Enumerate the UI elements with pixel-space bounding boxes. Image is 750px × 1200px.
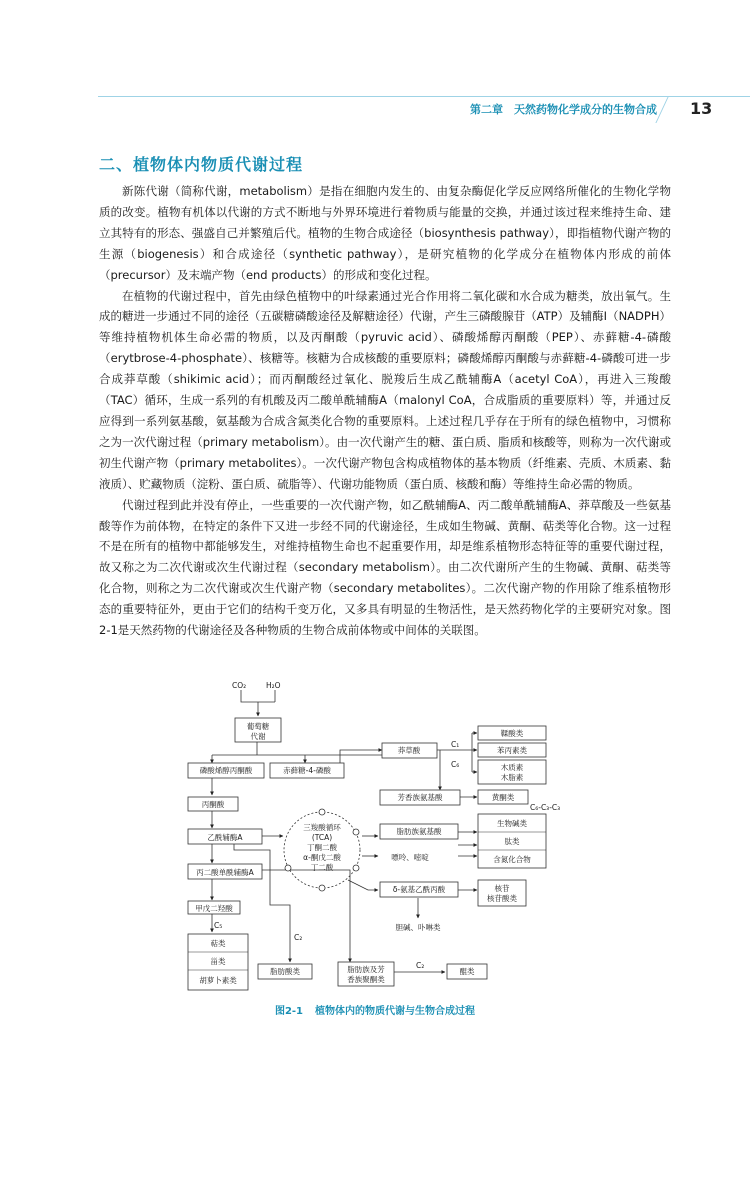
- acetyl-coa-box: 乙酰辅酶A: [207, 833, 243, 842]
- nucleoside-label-2: 核苷酸类: [487, 894, 517, 903]
- header-rule: [98, 96, 683, 97]
- page-number: 13: [690, 99, 713, 118]
- alkaloid-box: 生物碱类: [497, 819, 527, 828]
- figure-caption-text: 植物体内的物质代谢与生物合成过程: [315, 1006, 476, 1017]
- paragraph-1: 新陈代谢（简称代谢，metabolism）是指在细胞内发生的、由复杂酶促化学反应网络所催化的生物化学物质的改变。植物有机体以代谢的方式不断地与外界环境进行着物质与能量的交换，并通过该过程来维持生命、建立其特有的形态、强盛自己并繁殖后代。植物的生物合成途径（biosynthesis pathway），即指植物代谢产物的生源（biogenesis）和合成途径（synthetic pathway），是研究植物的化学成分在植物体内形成的前体（precursor）及末端产物（end products）的形成和变化过程。: [99, 184, 671, 282]
- c2-label-a: C₂: [294, 933, 303, 942]
- terpene-box: 萜类: [210, 939, 226, 948]
- body-text: [99, 181, 671, 641]
- lignin-box-1: 木质素: [500, 763, 524, 772]
- fatty-acid-box: 脂肪酸类: [270, 967, 300, 976]
- tca-label-5: 丁二酸: [310, 863, 334, 872]
- peptide-box: 肽类: [504, 837, 520, 846]
- aliphatic-aa-box: 脂肪族氨基酸: [396, 827, 442, 836]
- purine-label: 嘌呤、嘧啶: [391, 853, 429, 862]
- polyketide-label-1: 脂肪族及芳: [347, 965, 385, 974]
- tca-label-3: 丁酮二酸: [307, 843, 337, 852]
- polyketide-label-2: 香族聚酮类: [347, 975, 385, 984]
- steroid-box: 甾类: [210, 957, 226, 966]
- section-title: 二、植物体内物质代谢过程: [99, 155, 304, 174]
- tannin-box: 鞣酸类: [500, 729, 524, 738]
- aromatic-aa-box: 芳香族氨基酸: [397, 793, 443, 802]
- nucleoside-label-1: 核苷: [494, 884, 510, 893]
- ala-box: δ-氨基乙酰丙酸: [392, 885, 446, 894]
- paragraph-2: 在植物的代谢过程中，首先由绿色植物中的叶绿素通过光合作用将二氧化碳和水合成为糖类，放出氧气。生成的糖进一步通过不同的途径（五碳糖磷酸途径及解糖途径）代谢，产生三磷酸腺苷（ATP）及辅酶Ⅰ（NADPH）等维持植物机体生命必需的物质，以及丙酮酸（pyruvic acid）、磷酸烯醇丙酮酸（PEP）、赤藓糖-4-磷酸（erytbrose-4-phosphate）、核糖等。核糖为合成核酸的重要原料；磷酸烯醇丙酮酸与赤藓糖-4-磷酸可进一步合成莽草酸（shikimic acid）；而丙酮酸经过氧化、脱羧后生成乙酰辅酶A（acetyl CoA），再进入三羧酸（TAC）循环，生成一系列的有机酸及丙二酸单酰辅酶A（malonyl CoA，合成脂质的重要原料）等，并通过反应得到一系列氨基酸，氨基酸为合成含氮类化合物的重要原料。上述过程几乎存在于所有的绿色植物中，习惯称之为一次代谢过程（primary metabolism）。由一次代谢产生的糖、蛋白质、脂质和核酸等，则称为一次代谢或初生代谢产物（primary metabolites）。一次代谢产物包含构成植物体的基本物质（纤维素、壳质、木质素、黏液质）、贮藏物质（淀粉、蛋白质、硫脂等）、代谢功能物质（蛋白质、核酸和酶）等维持生命必需的物质。: [99, 288, 671, 491]
- tca-label-1: 三羧酸循环: [303, 823, 341, 832]
- c1-label: C₁: [451, 740, 460, 749]
- carotene-box: 胡萝卜素类: [199, 976, 237, 985]
- pep-box: 磷酸烯醇丙酮酸: [199, 766, 253, 775]
- figure-number: 图2-1: [274, 1006, 304, 1017]
- c2-label-b: C₂: [416, 961, 425, 970]
- phenylpropanoid-box: 苯丙素类: [497, 746, 527, 755]
- tca-label-2: (TCA): [311, 833, 333, 842]
- tca-label-4: α-酮戊二酸: [303, 853, 341, 862]
- choline-label: 胆碱、卟啉类: [395, 923, 441, 932]
- c6-label: C₆: [451, 760, 460, 769]
- malonyl-coa-box: 丙二酸单酰辅酶A: [196, 868, 254, 877]
- flavonoid-box: 黄酮类: [491, 793, 515, 802]
- shikimic-box: 莽草酸: [397, 746, 421, 755]
- glucose-label-1: 葡萄糖: [246, 722, 270, 731]
- paragraph-3: 代谢过程到此并没有停止，一些重要的一次代谢产物，如乙酰辅酶A、丙二酸单酰辅酶A、莽草酸及一些氨基酸等作为前体物，在特定的条件下又进一步经不同的代谢途径，生成如生物碱、黄酮、萜类等化合物。这一过程不是在所有的植物中都能够发生，对维持植物生命也不起重要作用，却是维系植物形态特征等的重要代谢过程，故又称之为二次代谢或次生代谢过程（secondary metabolism）。由二次代谢所产生的生物碱、黄酮、萜类等化合物，则称之为二次代谢或次生代谢产物（secondary metabolites）。二次代谢产物的作用除了维系植物形态的重要特征外，更由于它们的结构千变万化，又多具有明显的生物活性，是天然药物化学的主要研究对象。图2-1是天然药物的代谢途径及各种物质的生物合成前体物或中间体的关联图。: [99, 497, 671, 638]
- glucose-label-2: 代谢: [250, 732, 266, 741]
- pyruvic-box: 丙酮酸: [201, 800, 225, 809]
- h2o-label: H₂O: [266, 681, 281, 690]
- c6c3c3-label: C₆-C₃-C₃: [530, 803, 561, 812]
- c5-label: C₅: [214, 921, 223, 930]
- running-header-chapter: 第二章 天然药物化学成分的生物合成: [470, 103, 657, 116]
- metabolism-diagram: [180, 680, 580, 1000]
- nitrogen-compound-box: 含氮化合物: [493, 855, 531, 864]
- quinone-box: 醌类: [459, 967, 475, 976]
- co2-label: CO₂: [232, 681, 247, 690]
- figure-caption: [0, 1002, 750, 1017]
- lignin-box-2: 木脂素: [500, 773, 524, 782]
- erythrose-box: 赤藓糖-4-磷酸: [283, 766, 331, 775]
- mevalonic-box: 甲戊二羟酸: [195, 904, 233, 913]
